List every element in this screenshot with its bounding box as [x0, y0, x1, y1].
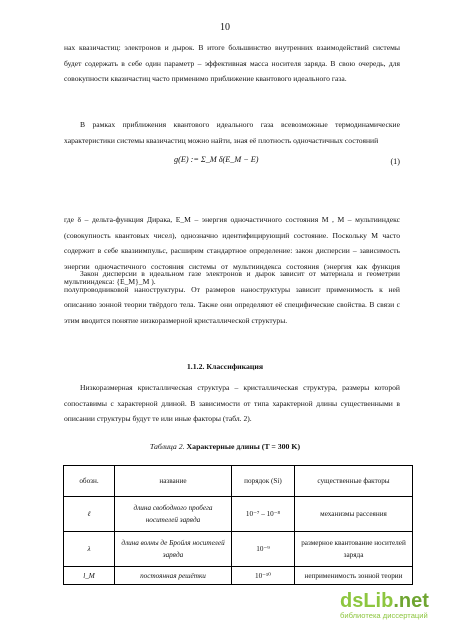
page-number: 10: [220, 22, 230, 33]
paragraph-dispersion: [64, 266, 400, 328]
cell-name: длина волны де Бройля носителей заряда: [115, 532, 232, 567]
table-caption-title: Характерные длины (T = 300 K): [186, 442, 301, 451]
cell-factors: размерное квантование носителей заряда: [295, 532, 413, 567]
header-symbol: обозн.: [64, 466, 115, 497]
watermark-logo: [340, 590, 450, 613]
cell-factors: механизмы рассеяния: [295, 497, 413, 532]
paragraph-dispersion-text: Закон дисперсии в идеальном газе электронов и дырок зависит от материала и геометрии полупроводниковой наноструктуры. От размеров наноструктуры зависит применимость к ней описанию зонной теории твёрдого тела. Также они определяют её специфические свойства. В связи с этим вводится понятие низкоразмерной кристаллической структуры.: [64, 269, 400, 325]
cell-order: 10⁻⁷ – 10⁻⁸: [232, 497, 295, 532]
cell-name: длина свободного пробега носителей заряда: [115, 497, 232, 532]
paragraph-low-dimensional-text: Низкоразмерная кристаллическая структура – кристаллическая структура, размеры которой сопоставимы с характерной длиной. В зависимости от типа характерной длины существенными в описании структуры будут те или иные факторы (табл. 2).: [64, 383, 400, 424]
table-row: [64, 532, 413, 567]
cell-factors: неприменимость зонной теории: [295, 567, 413, 585]
header-factors: существенные факторы: [295, 466, 413, 497]
paragraph-intro: [64, 40, 400, 87]
paragraph-ideal-gas: [64, 117, 400, 148]
watermark-logo-suffix: .net: [393, 590, 429, 612]
dslib-watermark[interactable]: [340, 590, 450, 620]
header-order: порядок (Si): [232, 466, 295, 497]
watermark-logo-main: dsLib: [340, 590, 394, 612]
cell-symbol: λ: [64, 532, 115, 567]
paragraph-ideal-gas-text: В рамках приближения квантового идеального газа всевозможные термодинамические характеристики системы квазичастиц можно найти, зная её плотность одночастичных состояний: [64, 120, 400, 145]
formula-number: (1): [390, 157, 400, 166]
formula-expression: g(E) := Σ_M δ(E_M − E): [174, 155, 259, 164]
cell-order: 10⁻⁹: [232, 532, 295, 567]
table-caption-prefix: Таблица 2.: [149, 442, 185, 451]
watermark-subtitle: библиотека диссертаций: [340, 611, 428, 620]
formula-density-of-states: [64, 153, 400, 171]
table-caption: [0, 442, 450, 451]
cell-name: постоянная решётки: [115, 567, 232, 585]
cell-symbol: l_M: [64, 567, 115, 585]
paragraph-intro-text: нах квазичастиц: электронов и дырок. В итоге большинство внутренних взаимодействий системы будет содержать в себе один параметр – эффективная масса носителя заряда. В свою очередь, для совокупности квазичастиц часто применимо приближение квантового идеального газа.: [64, 43, 400, 84]
cell-order: 10⁻¹⁰: [232, 567, 295, 585]
characteristic-lengths-table: [63, 465, 413, 585]
header-name: название: [115, 466, 232, 497]
table-header-row: [64, 466, 413, 497]
paragraph-low-dimensional: [64, 380, 400, 427]
table-row: [64, 567, 413, 585]
table-row: [64, 497, 413, 532]
cell-symbol: ℓ: [64, 497, 115, 532]
paragraph-definitions-text: где δ – дельта-функция Дирака, E_M – энергия одночастичного состояния M , M – мультииндекс (совокупность квантовых чисел), однозначно идентифицирующий состояние. Поскольку M часто содержит в себе квазиимпульс, расширим стандартное определение: закон дисперсии – зависимость энергии одночастичного состояния системы от мультииндекса состояния (энергия как функция мультииндекса: {E_M}_M ).: [64, 215, 400, 287]
section-heading: 1.1.2. Классификация: [186, 362, 264, 371]
